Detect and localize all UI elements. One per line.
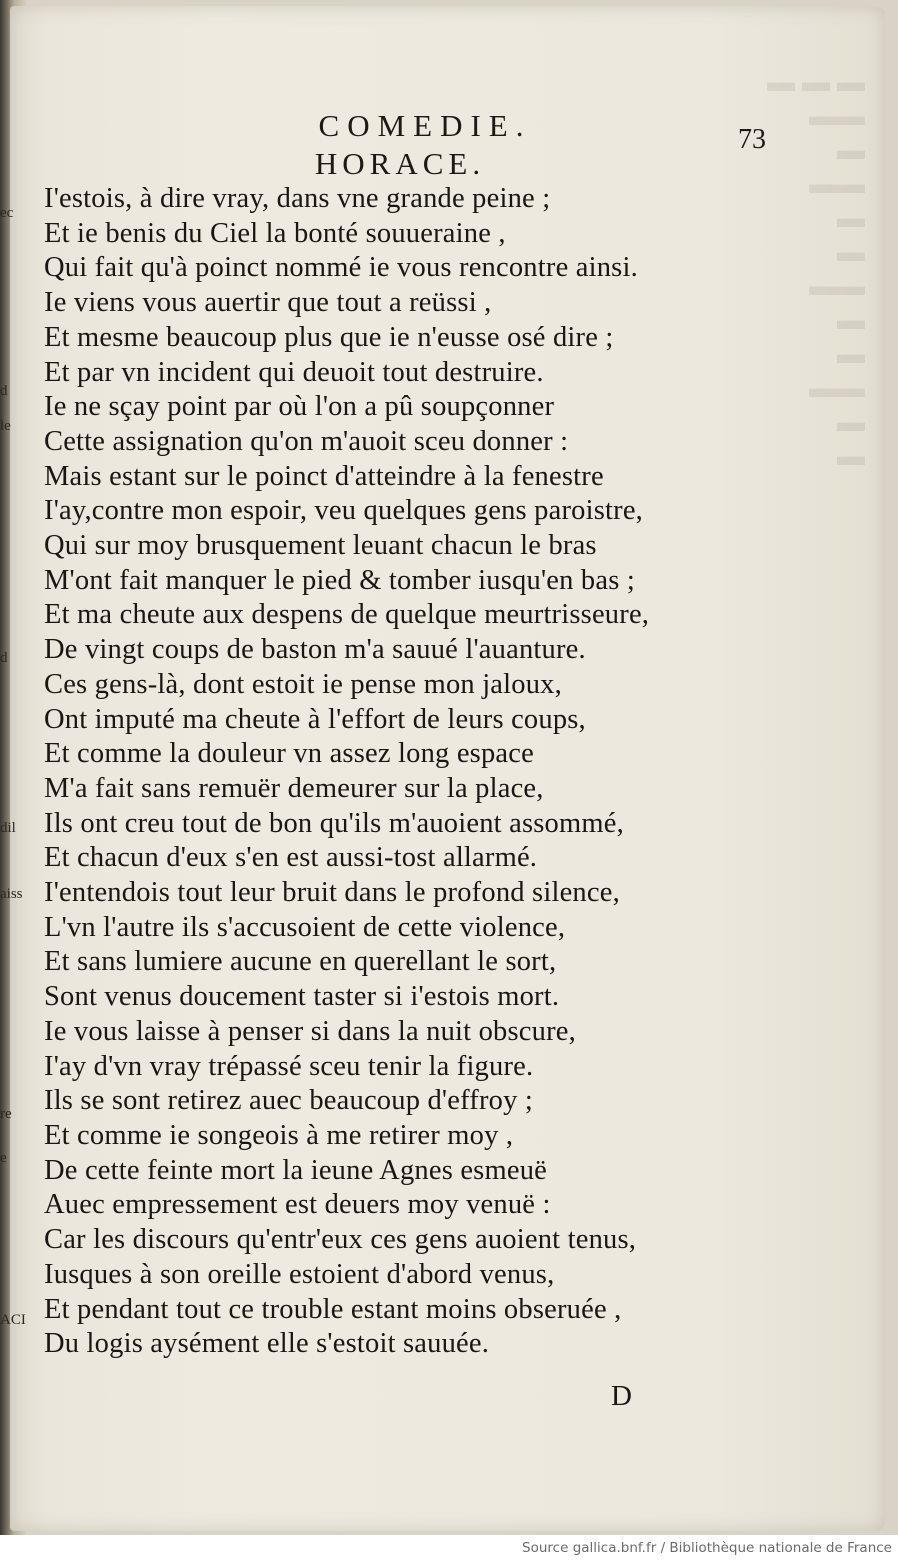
verse-block <box>44 182 789 1362</box>
book-page <box>10 6 885 1531</box>
verse-line: Et ie benis du Ciel la bonté souueraine , <box>44 217 506 249</box>
signature-mark: D <box>611 1380 632 1412</box>
verse-line: Ils se sont retirez auec beaucoup d'effroy ; <box>44 1085 533 1117</box>
verse-line: Et ma cheute aux despens de quelque meurtrisseure, <box>44 599 650 631</box>
verse-line: De vingt coups de baston m'a sauué l'auanture. <box>44 634 586 666</box>
verse-line: Iusques à son oreille estoient d'abord venus, <box>44 1258 555 1290</box>
verse-line: Et pendant tout ce trouble estant moins obseruée , <box>44 1293 622 1325</box>
margin-fragment: aiss <box>0 886 23 902</box>
margin-fragment: ec <box>0 205 14 221</box>
margin-fragment: e <box>0 1150 7 1166</box>
verse-line: Et chacun d'eux s'en est aussi-tost allarmé. <box>44 842 538 874</box>
verse-line: Qui sur moy brusquement leuant chacun le bras <box>44 530 597 562</box>
verse-line: I'entendois tout leur bruit dans le profond silence, <box>44 877 620 909</box>
verse-line: I'estois, à dire vray, dans vne grande peine ; <box>44 183 551 214</box>
verse-line: Auec empressement est deuers moy venuë : <box>44 1189 551 1221</box>
verse-line: I'ay,contre mon espoir, veu quelques gens paroistre, <box>44 495 643 527</box>
verse-line: L'vn l'autre ils s'accusoient de cette violence, <box>44 911 566 943</box>
verse-line: I'ay d'vn vray trépassé sceu tenir la figure. <box>44 1050 534 1082</box>
margin-fragment: d <box>0 383 8 399</box>
margin-fragment: re <box>0 1106 12 1122</box>
margin-fragment: d <box>0 650 8 666</box>
verse-line: Ont imputé ma cheute à l'effort de leurs coups, <box>44 703 586 735</box>
verse-line: Du logis aysément elle s'estoit sauuée. <box>44 1328 490 1360</box>
verse-line: Qui fait qu'à poinct nommé ie vous rencontre ainsi. <box>44 252 638 284</box>
verse-line: Ils ont creu tout de bon qu'ils m'auoient assommé, <box>44 807 624 839</box>
verse-line: Cette assignation qu'on m'auoit sceu donner : <box>44 425 569 457</box>
verse-line: Et par vn incident qui deuoit tout destruire. <box>44 356 544 388</box>
show-through-decoration: ▬ ▬ ▬ ▬▬ ▬ ▬▬ ▬ ▬ ▬▬ ▬ ▬ ▬▬ ▬ ▬ <box>767 67 865 472</box>
margin-fragment: le <box>0 418 11 434</box>
page-number: 73 <box>738 124 766 155</box>
verse-line: Et mesme beaucoup plus que ie n'eusse osé dire ; <box>44 321 614 353</box>
speaker-name: HORACE. <box>314 146 486 181</box>
running-head: COMEDIE. <box>318 108 532 143</box>
margin-fragment: dil <box>0 820 16 836</box>
verse-line: Et sans lumiere aucune en querellant le sort, <box>44 946 557 978</box>
verse-line: Et comme la douleur vn assez long espace <box>44 738 534 770</box>
verse-line: Ie viens vous auertir que tout a reüssi , <box>44 287 492 319</box>
verse-line: Ie vous laisse à penser si dans la nuit obscure, <box>44 1015 576 1047</box>
verse-line: Mais estant sur le poinct d'atteindre à la fenestre <box>44 460 604 492</box>
verse-line: Car les discours qu'entr'eux ces gens auoient tenus, <box>44 1224 637 1256</box>
verse-line: De cette feinte mort la ieune Agnes esmeuë <box>44 1154 547 1186</box>
verse-line: Ces gens-là, dont estoit ie pense mon jaloux, <box>44 668 562 700</box>
verse-line: Sont venus doucement taster si i'estois mort. <box>44 981 560 1013</box>
source-credit: Source gallica.bnf.fr / Bibliothèque nationale de France <box>522 1540 892 1556</box>
margin-fragment: ACI <box>0 1312 26 1328</box>
verse-line: M'ont fait manquer le pied & tomber iusqu'en bas ; <box>44 564 635 596</box>
verse-line: M'a fait sans remuër demeurer sur la place, <box>44 772 544 804</box>
verse-line: Et comme ie songeois à me retirer moy , <box>44 1119 514 1151</box>
verse-line: Ie ne sçay point par où l'on a pû soupçonner <box>44 391 555 423</box>
